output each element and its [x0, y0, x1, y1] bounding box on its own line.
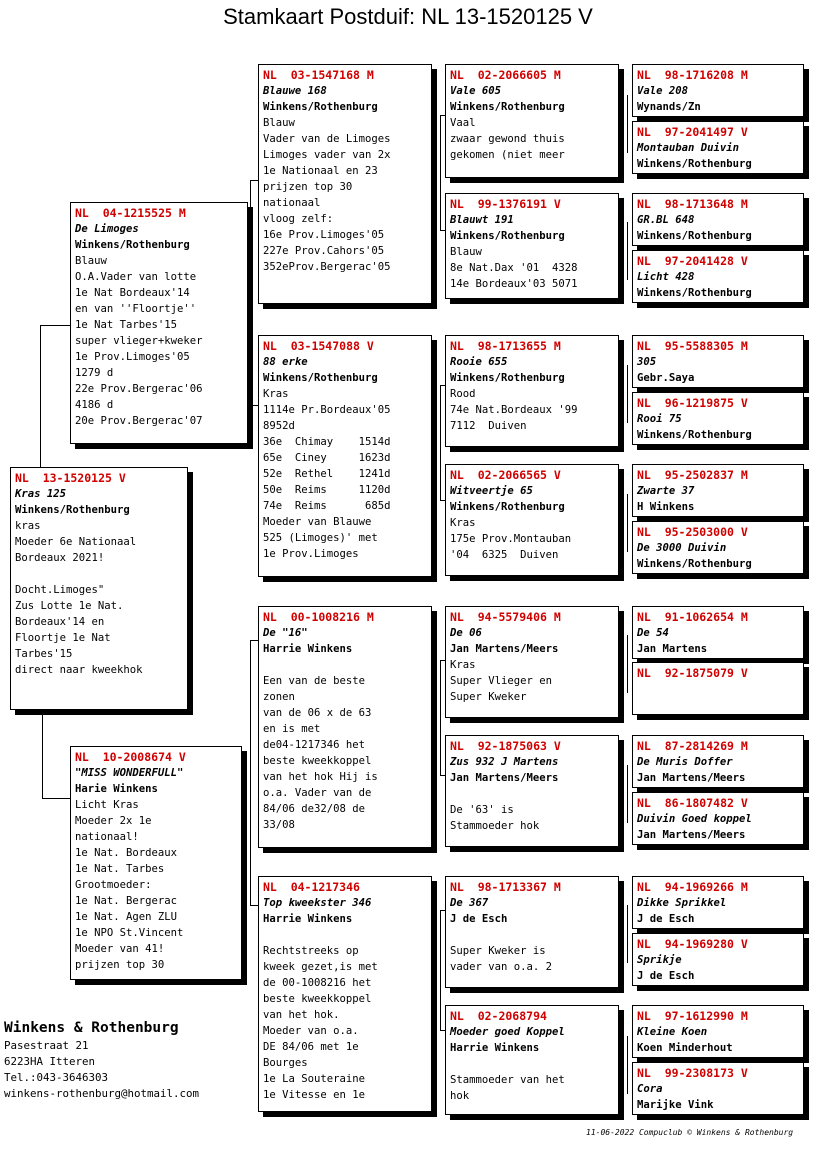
ring-number: NL 92-1875079 V	[637, 666, 748, 680]
info-line: hok	[450, 1090, 470, 1102]
pigeon-name: Vale 605	[450, 85, 502, 97]
ring-number: NL 92-1875063 V	[450, 739, 561, 753]
info-line: De '63' is	[450, 804, 514, 816]
info-line: direct naar kweekhok	[15, 664, 143, 676]
info-line: Moeder 2x 1e	[75, 815, 152, 827]
pigeon-name: 305	[637, 356, 657, 368]
info-line: 74e Nat.Bordeaux '99	[450, 404, 578, 416]
info-line: Grootmoeder:	[75, 879, 152, 891]
info-line: 1e Nat. Tarbes	[75, 863, 165, 875]
owner-name: Winkens/Rothenburg	[637, 230, 752, 242]
owner-name: Harrie Winkens	[263, 913, 353, 925]
pigeon-card-ggf1	[445, 64, 619, 178]
pigeon-name: Vale 208	[637, 85, 689, 97]
info-line: Zus Lotte 1e Nat.	[15, 600, 124, 612]
pigeon-card-g4-5	[632, 335, 804, 388]
info-line: nationaal!	[75, 831, 139, 843]
owner-name: Winkens/Rothenburg	[637, 287, 752, 299]
pigeon-name: "MISS WONDERFULL"	[75, 767, 184, 779]
ring-number: NL 98-1713655 M	[450, 339, 561, 353]
info-line: zwaar gewond thuis	[450, 133, 565, 145]
ring-number: NL 97-2041497 V	[637, 125, 748, 139]
info-line: 20e Prov.Bergerac'07	[75, 415, 203, 427]
ring-number: NL 10-2008674 V	[75, 750, 186, 764]
pigeon-card-g4-3	[632, 193, 804, 246]
info-line: Super Kweker is	[450, 945, 546, 957]
connector-line	[627, 905, 628, 963]
ring-number: NL 94-5579406 M	[450, 610, 561, 624]
info-line: en is met	[263, 723, 321, 735]
info-line: Een van de beste	[263, 675, 366, 687]
pigeon-card-g4-12	[632, 792, 804, 845]
owner-name: J de Esch	[450, 913, 508, 925]
info-line: Vader van de Limoges	[263, 133, 391, 145]
connector-line	[627, 1036, 628, 1094]
info-line: Moeder 6e Nationaal	[15, 536, 137, 548]
ring-number: NL 03-1547168 M	[263, 68, 374, 82]
connector-line	[250, 405, 258, 406]
info-line	[450, 786, 615, 802]
pigeon-name	[637, 681, 800, 697]
info-line: DE 84/06 met 1e	[263, 1041, 359, 1053]
info-line: Blauw	[75, 255, 107, 267]
pigeon-name: Rooi 75	[637, 413, 682, 425]
info-line: 1e Nat Tarbes'15	[75, 319, 178, 331]
owner-name: Harrie Winkens	[450, 1042, 540, 1054]
info-line: Licht Kras	[75, 799, 139, 811]
pigeon-card-g4-2	[632, 121, 804, 174]
ring-number: NL 00-1008216 M	[263, 610, 374, 624]
info-line: Kras	[263, 388, 289, 400]
owner-name: Winkens/Rothenburg	[263, 372, 378, 384]
ring-number: NL 86-1807482 V	[637, 796, 748, 810]
pigeon-name: De Limoges	[75, 223, 139, 235]
pigeon-name: 88 erke	[263, 356, 308, 368]
pigeon-card-father	[70, 202, 248, 444]
pigeon-name: Montauban Duivin	[637, 142, 740, 154]
ring-number: NL 97-2041428 V	[637, 254, 748, 268]
info-line: van het hok.	[263, 1009, 340, 1021]
ring-number: NL 98-1716208 M	[637, 68, 748, 82]
info-line: Bourges	[263, 1057, 308, 1069]
info-line: 4186 d	[75, 399, 114, 411]
footer-credit: 11-06-2022 Compuclub © Winkens & Rothenburg	[586, 1128, 794, 1137]
ring-number: NL 03-1547088 V	[263, 339, 374, 353]
info-line: Rechtstreeks op	[263, 945, 359, 957]
info-line: 1e La Souteraine	[263, 1073, 366, 1085]
info-line: Tarbes'15	[15, 648, 73, 660]
ring-number: NL 91-1062654 M	[637, 610, 748, 624]
connector-line	[42, 712, 43, 798]
info-line: zonen	[263, 691, 295, 703]
pigeon-card-g4-6	[632, 392, 804, 445]
pigeon-card-ggm2	[445, 464, 619, 576]
pigeon-card-ggf3	[445, 606, 619, 718]
connector-line	[627, 494, 628, 552]
pigeon-name: Top kweekster 346	[263, 897, 372, 909]
connector-line	[627, 222, 628, 280]
connector-line	[250, 905, 258, 906]
pigeon-name: Zwarte 37	[637, 485, 695, 497]
pigeon-name: Rooie 655	[450, 356, 508, 368]
owner-name: Winkens/Rothenburg	[263, 101, 378, 113]
info-line: 33/08	[263, 819, 295, 831]
owner-name: Winkens/Rothenburg	[637, 429, 752, 441]
connector-line	[440, 385, 441, 500]
ring-number: NL 98-1713367 M	[450, 880, 561, 894]
info-line: Moeder van Blauwe	[263, 516, 372, 528]
owner-name: Winkens/Rothenburg	[637, 158, 752, 170]
info-line: 65e Ciney 1623d	[263, 452, 391, 464]
ring-number: NL 04-1215525 M	[75, 206, 186, 220]
owner-name: Jan Martens/Meers	[450, 643, 559, 655]
pigeon-card-ggm4	[445, 1005, 619, 1115]
info-line: 7112 Duiven	[450, 420, 527, 432]
pigeon-name: De 06	[450, 627, 482, 639]
info-line: 52e Rethel 1241d	[263, 468, 391, 480]
ring-number: NL 97-1612990 M	[637, 1009, 748, 1023]
pigeon-name: De Muris Doffer	[637, 756, 733, 768]
pigeon-name: Blauwt 191	[450, 214, 514, 226]
owner-name: Jan Martens/Meers	[637, 772, 746, 784]
info-line: Docht.Limoges"	[15, 584, 105, 596]
info-line: 1279 d	[75, 367, 114, 379]
pigeon-name: Blauwe 168	[263, 85, 327, 97]
owner-name: Wynands/Zn	[637, 101, 701, 113]
info-line: 1e Nat. Agen ZLU	[75, 911, 178, 923]
pigeon-name: Zus 932 J Martens	[450, 756, 559, 768]
info-line: vader van o.a. 2	[450, 961, 553, 973]
info-line: 1e Prov.Limoges'05	[75, 351, 190, 363]
ring-number: NL 99-2308173 V	[637, 1066, 748, 1080]
info-line: vloog zelf:	[263, 213, 334, 225]
info-line: prijzen top 30	[75, 959, 165, 971]
pigeon-card-g4-1	[632, 64, 804, 117]
owner-name: Winkens/Rothenburg	[450, 372, 565, 384]
ring-number: NL 95-2502837 M	[637, 468, 748, 482]
breeder-city: 6223HA Itteren	[4, 1055, 96, 1068]
info-line: gekomen (niet meer	[450, 149, 565, 161]
ring-number: NL 99-1376191 V	[450, 197, 561, 211]
owner-name: Winkens/Rothenburg	[15, 504, 130, 516]
ring-number: NL 96-1219875 V	[637, 396, 748, 410]
info-line: 14e Bordeaux'03 5071	[450, 278, 578, 290]
owner-name: Jan Martens	[637, 643, 708, 655]
info-line: Stammoeder hok	[450, 820, 540, 832]
connector-line	[40, 325, 41, 467]
info-line: 1e Prov.Limoges	[263, 548, 359, 560]
info-line: Super Kweker	[450, 691, 527, 703]
info-line: Floortje 1e Nat	[15, 632, 111, 644]
pigeon-card-gm2	[258, 876, 432, 1112]
connector-line	[40, 325, 70, 326]
pigeon-name: De 54	[637, 627, 669, 639]
connector-line	[440, 115, 441, 230]
info-line: kweek gezet,is met	[263, 961, 378, 973]
breeder-phone: Tel.:043-3646303	[4, 1071, 109, 1084]
connector-line	[627, 765, 628, 823]
connector-line	[250, 640, 258, 641]
info-line: prijzen top 30	[263, 181, 353, 193]
pigeon-card-ggm1	[445, 193, 619, 299]
info-line: 36e Chimay 1514d	[263, 436, 391, 448]
pigeon-card-g4-16	[632, 1062, 804, 1115]
ring-number: NL 02-2066605 M	[450, 68, 561, 82]
info-line: beste kweekkoppel	[263, 993, 372, 1005]
pigeon-card-g4-11	[632, 735, 804, 788]
owner-name: Winkens/Rothenburg	[75, 239, 190, 251]
info-line: Moeder van 41!	[75, 943, 165, 955]
info-line: Bordeaux 2021!	[15, 552, 105, 564]
ring-number: NL 04-1217346	[263, 880, 360, 894]
pigeon-card-gm1	[258, 335, 432, 577]
info-line: 16e Prov.Limoges'05	[263, 229, 385, 241]
info-line: Kras	[450, 659, 476, 671]
pigeon-name: Witveertje 65	[450, 485, 533, 497]
connector-line	[627, 95, 628, 153]
pigeon-card-g4-7	[632, 464, 804, 517]
pigeon-card-g4-13	[632, 876, 804, 929]
ring-number: NL 02-2066565 V	[450, 468, 561, 482]
owner-name: Koen Minderhout	[637, 1042, 733, 1054]
owner-name: Gebr.Saya	[637, 372, 695, 384]
info-line: Blauw	[263, 117, 295, 129]
ring-number: NL 95-5588305 M	[637, 339, 748, 353]
pigeon-card-gf2	[258, 606, 432, 848]
info-line: beste kweekkoppel	[263, 755, 372, 767]
info-line: en van ''Floortje''	[75, 303, 197, 315]
info-line: 74e Reims 685d	[263, 500, 391, 512]
owner-name: Winkens/Rothenburg	[637, 558, 752, 570]
breeder-address	[4, 1018, 199, 1102]
owner-name: Marijke Vink	[637, 1099, 714, 1111]
info-line: 84/06 de32/08 de	[263, 803, 366, 815]
info-line: van de 06 x de 63	[263, 707, 372, 719]
connector-line	[440, 910, 441, 1030]
pigeon-card-g4-15	[632, 1005, 804, 1058]
info-line: Kras	[450, 517, 476, 529]
info-line: Moeder van o.a.	[263, 1025, 359, 1037]
info-line: Bordeaux'14 en	[15, 616, 105, 628]
info-line: 1e Nat Bordeaux'14	[75, 287, 190, 299]
breeder-name: Winkens & Rothenburg	[4, 1020, 179, 1036]
connector-line	[440, 660, 441, 775]
info-line: 175e Prov.Montauban	[450, 533, 572, 545]
info-line: 1e Nat. Bergerac	[75, 895, 178, 907]
breeder-street: Pasestraat 21	[4, 1039, 89, 1052]
pigeon-card-g4-10	[632, 662, 804, 715]
info-line: 352eProv.Bergerac'05	[263, 261, 391, 273]
pigeon-name: Sprikje	[637, 954, 682, 966]
owner-name	[637, 697, 800, 713]
info-line	[450, 1056, 615, 1072]
pigeon-card-gf1	[258, 64, 432, 304]
info-line: nationaal	[263, 197, 321, 209]
info-line: de 00-1008216 het	[263, 977, 372, 989]
owner-name: Winkens/Rothenburg	[450, 501, 565, 513]
info-line	[263, 657, 428, 673]
info-line: 227e Prov.Cahors'05	[263, 245, 385, 257]
info-line: 8e Nat.Dax '01 4328	[450, 262, 578, 274]
ring-number: NL 87-2814269 M	[637, 739, 748, 753]
info-line: 1e Nationaal en 23	[263, 165, 378, 177]
info-line: super vlieger+kweker	[75, 335, 203, 347]
pigeon-name: De 367	[450, 897, 489, 909]
info-line: o.a. Vader van de	[263, 787, 372, 799]
pigeon-name: Cora	[637, 1083, 663, 1095]
info-line: Blauw	[450, 246, 482, 258]
pigeon-name: GR.BL 648	[637, 214, 695, 226]
pigeon-name: De "16"	[263, 627, 308, 639]
pigeon-card-g4-8	[632, 521, 804, 574]
owner-name: Harrie Winkens	[263, 643, 353, 655]
info-line: Rood	[450, 388, 476, 400]
info-line: 50e Reims 1120d	[263, 484, 391, 496]
pigeon-card-ggf4	[445, 876, 619, 988]
info-line: '04 6325 Duiven	[450, 549, 559, 561]
pigeon-name: Kleine Koen	[637, 1026, 708, 1038]
connector-line	[250, 180, 251, 405]
pigeon-name: Duivin Goed koppel	[637, 813, 752, 825]
pigeon-card-g4-14	[632, 933, 804, 986]
pigeon-card-g4-4	[632, 250, 804, 303]
ring-number: NL 98-1713648 M	[637, 197, 748, 211]
info-line: de04-1217346 het	[263, 739, 366, 751]
info-line: 1114e Pr.Bordeaux'05	[263, 404, 391, 416]
pigeon-card-g4-9	[632, 606, 804, 659]
info-line	[263, 927, 428, 943]
owner-name: J de Esch	[637, 970, 695, 982]
breeder-email: winkens-rothenburg@hotmail.com	[4, 1087, 200, 1100]
info-line: Super Vlieger en	[450, 675, 553, 687]
info-line	[450, 927, 615, 943]
info-line: 525 (Limoges)' met	[263, 532, 378, 544]
info-line: Stammoeder van het	[450, 1074, 565, 1086]
connector-line	[250, 180, 258, 181]
ring-number: NL 94-1969280 V	[637, 937, 748, 951]
info-line: Vaal	[450, 117, 476, 129]
owner-name: Winkens/Rothenburg	[450, 101, 565, 113]
info-line: 8952d	[263, 420, 295, 432]
ring-number: NL 02-2068794	[450, 1009, 547, 1023]
pigeon-name: Moeder goed Koppel	[450, 1026, 565, 1038]
info-line	[15, 566, 184, 582]
info-line: kras	[15, 520, 41, 532]
page-title: Stamkaart Postduif: NL 13-1520125 V	[223, 4, 593, 29]
pigeon-card-mother	[70, 746, 242, 980]
info-line: 1e Nat. Bordeaux	[75, 847, 178, 859]
connector-line	[627, 365, 628, 423]
ring-number: NL 95-2503000 V	[637, 525, 748, 539]
owner-name: Harie Winkens	[75, 783, 158, 795]
ring-number: NL 13-1520125 V	[15, 471, 126, 485]
info-line: Limoges vader van 2x	[263, 149, 391, 161]
owner-name: Jan Martens/Meers	[637, 829, 746, 841]
owner-name: H Winkens	[637, 501, 695, 513]
info-line: van het hok Hij is	[263, 771, 378, 783]
connector-line	[627, 635, 628, 693]
pigeon-name: Dikke Sprikkel	[637, 897, 727, 909]
info-line: 22e Prov.Bergerac'06	[75, 383, 203, 395]
pigeon-name: Licht 428	[637, 271, 695, 283]
owner-name: Winkens/Rothenburg	[450, 230, 565, 242]
pigeon-card-ggf2	[445, 335, 619, 447]
connector-line	[250, 640, 251, 905]
ring-number: NL 94-1969266 M	[637, 880, 748, 894]
pigeon-card-ggm3	[445, 735, 619, 847]
owner-name: J de Esch	[637, 913, 695, 925]
owner-name: Jan Martens/Meers	[450, 772, 559, 784]
pigeon-name: De 3000 Duivin	[637, 542, 727, 554]
info-line: 1e NPO St.Vincent	[75, 927, 184, 939]
pigeon-card-subject	[10, 467, 188, 710]
info-line: 1e Vitesse en 1e	[263, 1089, 366, 1101]
connector-line	[42, 798, 70, 799]
pigeon-name: Kras 125	[15, 488, 67, 500]
info-line: O.A.Vader van lotte	[75, 271, 197, 283]
